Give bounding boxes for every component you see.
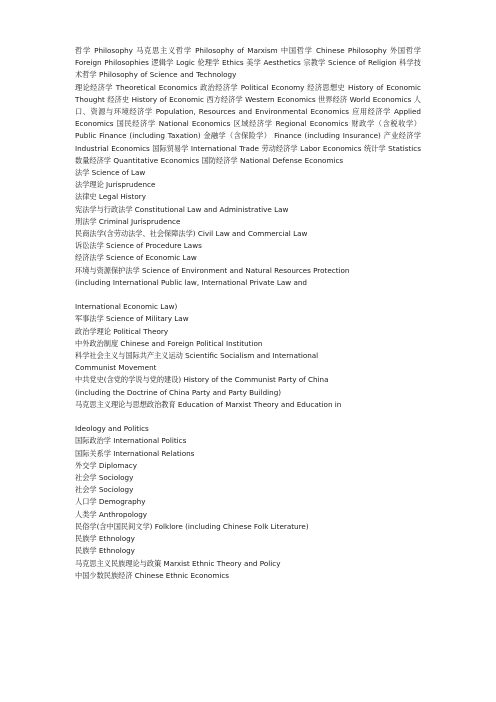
document-body: [75, 45, 421, 582]
text-line: 中外政治制度 Chinese and Foreign Political Institution: [75, 338, 263, 348]
text-line: 马克思主义民族理论与政策 Marxist Ethnic Theory and Policy: [75, 558, 281, 568]
text-line: Communist Movement: [75, 363, 157, 373]
text-line: 民商法学(含劳动法学、社会保障法学) Civil Law and Commercial Law: [75, 229, 308, 239]
text-line: 环境与资源保护法学 Science of Environment and Natural Resources Protection: [75, 265, 350, 275]
blank-line: [75, 411, 421, 423]
text-line: 人口学 Demography: [75, 497, 146, 507]
text-line: 国际关系学 International Relations: [75, 448, 195, 458]
text-line: 民族学 Ethnology: [75, 534, 135, 544]
text-line: 军事法学 Science of Military Law: [75, 314, 189, 324]
text-line: 诉讼法学 Science of Procedure Laws: [75, 241, 202, 251]
text-line: 科学社会主义与国际共产主义运动 Scientific Socialism and International: [75, 351, 319, 361]
text-line: 民俗学(含中国民间文学) Folklore (including Chinese Folk Literature): [75, 521, 309, 531]
text-line: 外交学 Diplomacy: [75, 460, 137, 470]
text-line: 民族学 Ethnology: [75, 546, 135, 556]
text-line: 中国少数民族经济 Chinese Ethnic Economics: [75, 570, 230, 580]
philosophy-paragraph: 哲学 Philosophy 马克思主义哲学 Philosophy of Marxism 中国哲学 Chinese Philosophy 外国哲学 Foreign Philosophies 逻辑学 Logic 伦理学 Ethics 美学 Aesthetics 宗教学 Science of Religion 科学技术哲学 Philosophy of Science and Technology: [75, 46, 421, 80]
text-line: 中共党史(含党的学说与党的建设) History of the Communist Party of China: [75, 375, 329, 385]
text-line: 社会学 Sociology: [75, 485, 134, 495]
text-line: (including International Public law, International Private Law and: [75, 277, 307, 287]
text-line: 法学理论 Jurisprudence: [75, 180, 156, 190]
text-line: 宪法学与行政法学 Constitutional Law and Administrative Law: [75, 204, 289, 214]
economics-paragraph: 理论经济学 Theoretical Economics 政治经济学 Political Economy 经济思想史 History of Economic Thought 经济史 History of Economic 西方经济学 Western Economics 世界经济 World Economics 人口、资源与环境经济学 Population, Resources and Environmental Economics 应用经济学 Applied Economics 国民经济学 National Economics 区域经济学 Regional Economics 财政学（含税收学） Public Finance (including Taxation) 金融学（含保险学） Finance (including Insurance) 产业经济学 Industrial Economics 国际贸易学 International Trade 劳动经济学 Labor Economics 统计学 Statistics 数量经济学 Quantitative Economics 国防经济学 National Defense Economics: [75, 82, 421, 165]
text-line: 经济法学 Science of Economic Law: [75, 253, 197, 263]
text-line: 法律史 Legal History: [75, 192, 146, 202]
text-line: (including the Doctrine of China Party and Party Building): [75, 387, 282, 397]
text-line: 法学 Science of Law: [75, 168, 146, 178]
text-line: 政治学理论 Political Theory: [75, 326, 169, 336]
text-line: 社会学 Sociology: [75, 473, 134, 483]
text-line: 人类学 Anthropology: [75, 509, 148, 519]
text-line: 国际政治学 International Politics: [75, 436, 187, 446]
text-line: International Economic Law): [75, 302, 178, 312]
text-line: 马克思主义理论与思想政治教育 Education of Marxist Theory and Education in: [75, 399, 342, 409]
text-line: 刑法学 Criminal Jurisprudence: [75, 216, 181, 226]
text-line: Ideology and Politics: [75, 424, 149, 434]
blank-line: [75, 289, 421, 301]
